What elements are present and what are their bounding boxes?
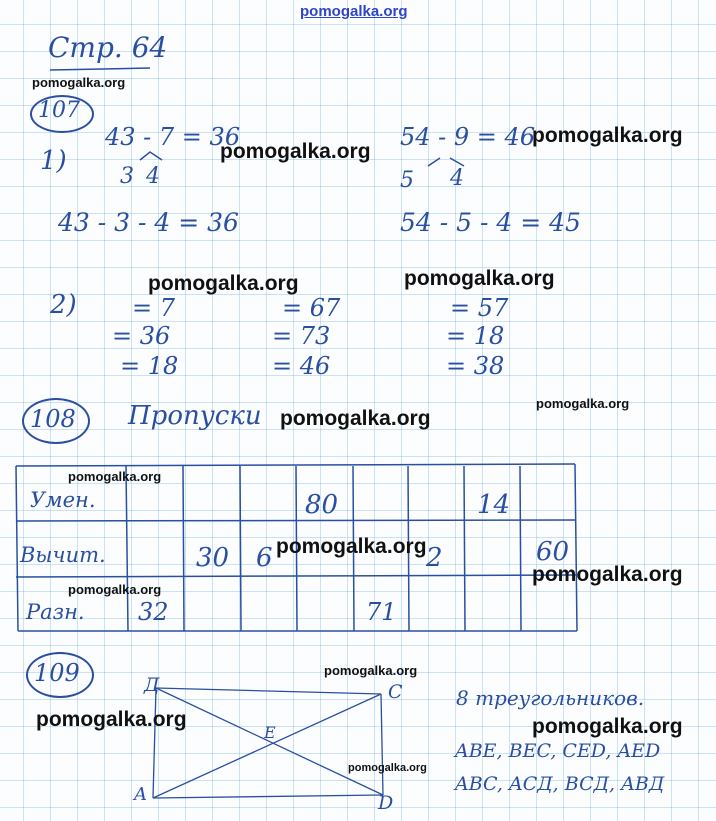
result-43: 43 - 3 - 4 = 36 (58, 208, 239, 237)
watermark-big-7: pomogalka.org (532, 563, 683, 586)
vertex-d-label: D (378, 792, 394, 814)
watermark-small-3: pomogalka.org (68, 469, 162, 484)
watermark-big-9: pomogalka.org (532, 715, 683, 738)
col2-row3: = 46 (272, 352, 331, 380)
row-label-minuend: Умен. (30, 488, 96, 512)
split-left-4: 4 (146, 164, 160, 189)
col3-row1: = 57 (450, 294, 509, 322)
col2-row1: = 67 (282, 294, 341, 322)
watermark-small-1: pomogalka.org (32, 75, 126, 90)
vertex-a-label: A (134, 784, 147, 805)
watermark-small-5: pomogalka.org (324, 663, 418, 678)
vertex-b-label: Д (144, 674, 160, 696)
watermark-small-6: pomogalka.org (348, 762, 427, 774)
exercise-108-title: Пропуски (128, 401, 262, 431)
watermark-big-3: pomogalka.org (148, 272, 299, 295)
answer-title: 8 треугольников. (456, 686, 645, 710)
answer-line-1: ABE, BEC, CED, AED (455, 740, 661, 762)
col3-row2: = 18 (446, 322, 505, 350)
col3-row3: = 38 (446, 352, 505, 380)
watermark-big-5: pomogalka.org (280, 407, 431, 430)
split-left-3: 3 (120, 164, 134, 189)
watermark-small-2: pomogalka.org (536, 396, 630, 411)
cell-subtrahend-60: 60 (536, 537, 570, 567)
watermark-big-6: pomogalka.org (276, 535, 427, 558)
page-heading: Стр. 64 (48, 31, 168, 64)
cell-subtrahend-30: 30 (196, 543, 230, 573)
part2-marker: 2) (50, 290, 77, 320)
answer-line-2: ABC, ACД, BCД, ABД (455, 773, 665, 795)
expr-54-minus-9: 54 - 9 = 46 (400, 123, 536, 151)
watermark-small-4: pomogalka.org (68, 582, 162, 597)
col1-row2: = 36 (112, 322, 171, 350)
cell-difference-71: 71 (366, 598, 397, 626)
cell-minuend-14: 14 (477, 490, 511, 520)
cell-minuend-80: 80 (305, 490, 339, 520)
vertex-e-label: E (264, 723, 276, 742)
row-label-subtrahend: Вычит. (20, 543, 106, 567)
vertex-c-label: C (388, 681, 403, 703)
part1-marker: 1) (40, 146, 67, 176)
top-watermark[interactable]: pomogalka.org (300, 3, 408, 20)
watermark-big-8: pomogalka.org (36, 708, 187, 731)
cell-subtrahend-6: 6 (256, 543, 273, 573)
result-54: 54 - 5 - 4 = 45 (400, 208, 581, 237)
exercise-107-number: 107 (38, 98, 80, 123)
cell-difference-32: 32 (138, 598, 169, 626)
col1-row1: = 7 (132, 294, 176, 322)
row-label-difference: Разн. (26, 600, 85, 624)
watermark-big-4: pomogalka.org (404, 267, 555, 290)
col2-row2: = 73 (272, 322, 331, 350)
col1-row3: = 18 (120, 352, 179, 380)
cell-subtrahend-2: 2 (426, 543, 443, 573)
exercise-109-number: 109 (34, 659, 80, 687)
exercise-108-number: 108 (30, 405, 76, 433)
watermark-big-1: pomogalka.org (220, 140, 371, 163)
split-right-5: 5 (400, 168, 414, 193)
split-right-4: 4 (450, 166, 464, 191)
expr-43-minus-7: 43 - 7 = 36 (105, 123, 241, 151)
watermark-big-2: pomogalka.org (532, 124, 683, 147)
